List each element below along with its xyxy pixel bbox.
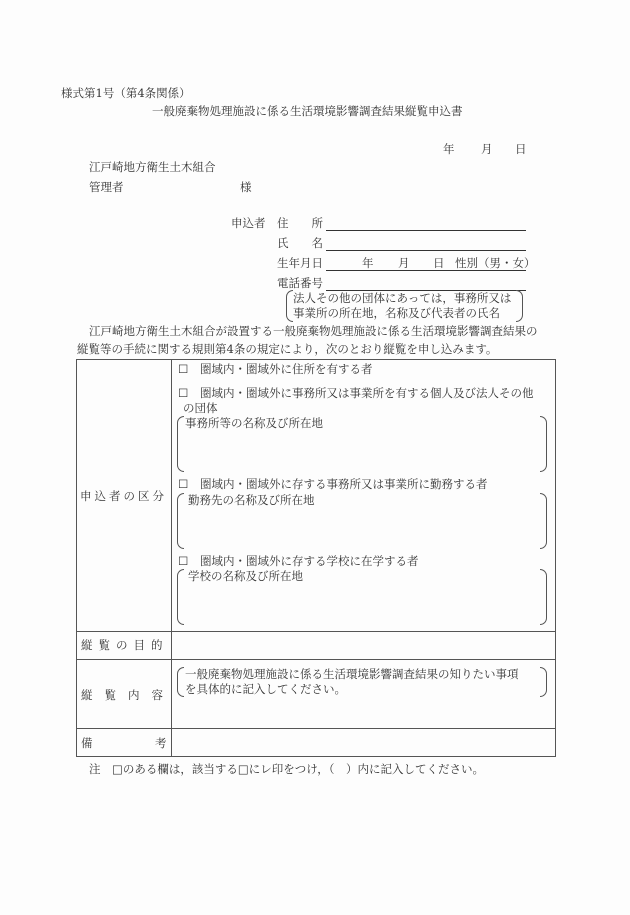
corp-note-line1: 法人その他の団体にあっては，事務所又は	[293, 291, 512, 305]
date-day-label: 日	[515, 142, 527, 156]
row-divider	[76, 659, 556, 660]
paren-left	[177, 569, 184, 625]
purpose-field[interactable]	[172, 632, 555, 659]
content-note-line1: 一般廃棄物処理施設に係る生活環境影響調査結果の知りたい事項	[185, 667, 519, 681]
corp-note-line2: 事業所の所在地，名称及び代表者の氏名	[293, 306, 500, 320]
paren-right	[540, 493, 547, 549]
paren-right	[516, 290, 523, 322]
phone-label: 電話番号	[277, 276, 323, 290]
purpose-label: 縦覧の目的	[81, 638, 169, 652]
content-note-line2: を具体的に記入してください。	[185, 682, 346, 696]
applicant-label: 申込者	[231, 216, 266, 230]
intro-line1: 江戸崎地方衛生土木組合が設置する一般廃棄物処理施設に係る生活環境影響調査結果の	[89, 324, 538, 338]
footer-note: 注 □のある欄は，該当する□にレ印をつけ，（ ）内に記入してください。	[89, 762, 485, 776]
option-office-cont: の団体	[183, 401, 218, 415]
option-residence: 圏域内・圏域外に住所を有する者	[200, 362, 373, 376]
birth-year: 年	[362, 256, 374, 270]
employee-box-label: 勤務先の名称及び所在地	[188, 493, 315, 507]
address-label: 住 所	[277, 216, 323, 230]
checkbox-residence[interactable]: ☐	[178, 362, 189, 376]
paren-left	[177, 667, 184, 697]
remarks-label-1: 備	[81, 736, 93, 750]
category-label: 申込者の区分	[80, 489, 167, 503]
paren-right	[540, 416, 547, 472]
option-office: 圏域内・圏域外に事務所又は事業所を有する個人及び法人その他	[200, 386, 534, 400]
date-year-label: 年	[443, 142, 455, 156]
office-box-label: 事務所等の名称及び所在地	[185, 416, 323, 430]
addressee-person: 管理者	[89, 180, 124, 194]
paren-left	[177, 493, 184, 549]
paren-right	[540, 569, 547, 625]
date-month-label: 月	[481, 142, 493, 156]
honorific: 様	[240, 180, 252, 194]
gender-field[interactable]: 性別（男・女）	[455, 256, 536, 270]
address-field[interactable]	[326, 230, 526, 231]
birth-month: 月	[398, 256, 410, 270]
remarks-label-2: 考	[155, 736, 167, 750]
form-number: 様式第1号（第4条関係）	[61, 86, 191, 100]
content-label: 縦覧内容	[81, 688, 175, 702]
checkbox-student[interactable]: ☐	[178, 554, 189, 568]
intro-line2: 縦覧等の手続に関する規則第4条の規定により，次のとおり縦覧を申し込みます。	[77, 342, 498, 356]
name-label: 氏 名	[277, 236, 323, 250]
option-employee: 圏域内・圏域外に存する事務所又は事業所に勤務する者	[200, 477, 488, 491]
document-title: 一般廃棄物処理施設に係る生活環境影響調査結果縦覧申込書	[152, 104, 463, 118]
paren-right	[540, 667, 547, 697]
name-field[interactable]	[326, 250, 526, 251]
student-box-label: 学校の名称及び所在地	[188, 569, 303, 583]
birth-field[interactable]	[326, 270, 526, 271]
paren-left	[286, 290, 293, 322]
paren-left	[177, 416, 184, 472]
option-student: 圏域内・圏域外に存する学校に在学する者	[200, 554, 419, 568]
checkbox-employee[interactable]: ☐	[178, 477, 189, 491]
checkbox-office[interactable]: ☐	[178, 386, 189, 400]
remarks-field[interactable]	[172, 729, 555, 756]
birth-day: 日	[433, 256, 445, 270]
addressee-org: 江戸崎地方衛生土木組合	[89, 160, 216, 174]
birth-label: 生年月日	[277, 256, 323, 270]
